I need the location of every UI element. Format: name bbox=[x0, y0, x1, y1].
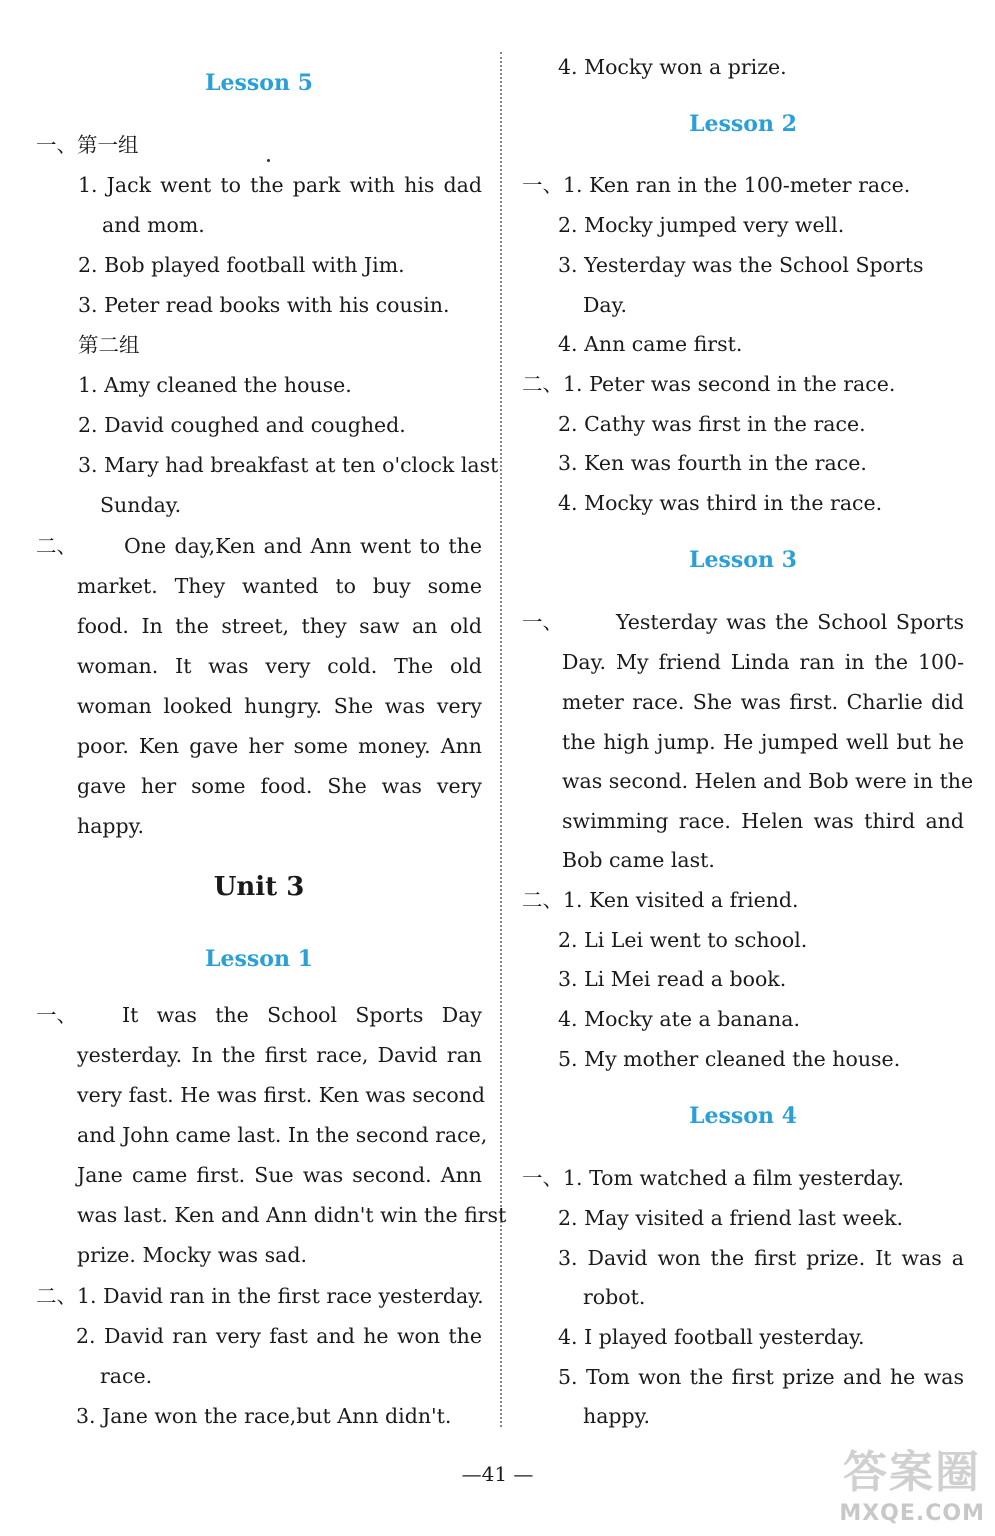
answer-line: 二、1. Ken visited a friend. bbox=[522, 888, 799, 912]
paragraph-line: Yesterday was the School Sports bbox=[616, 610, 964, 634]
lesson-heading: Lesson 5 bbox=[205, 70, 313, 96]
paragraph-line: gave her some food. She was very bbox=[77, 774, 482, 798]
answer-line: 2. David coughed and coughed. bbox=[78, 413, 406, 437]
answer-line: happy. bbox=[583, 1404, 651, 1428]
paragraph-line: poor. Ken gave her some money. Ann bbox=[77, 734, 482, 758]
answer-line: 3. Mary had breakfast at ten o'clock last bbox=[78, 453, 499, 477]
answer-line: 2. Li Lei went to school. bbox=[558, 928, 808, 952]
answer-line: Day. bbox=[583, 293, 628, 317]
paragraph-line: One day,Ken and Ann went to the bbox=[124, 534, 482, 558]
paragraph-line: the high jump. He jumped well but he bbox=[562, 730, 964, 754]
answer-line: robot. bbox=[583, 1285, 646, 1309]
paragraph-line: food. In the street, they saw an old bbox=[77, 614, 482, 638]
paragraph-line: woman. It was very cold. The old bbox=[77, 654, 482, 678]
paragraph-line: happy. bbox=[77, 814, 145, 838]
watermark-url: MXQE.COM bbox=[839, 1501, 985, 1526]
answer-line: 一、1. Ken ran in the 100-meter race. bbox=[522, 173, 911, 197]
answer-line: 5. Tom won the first prize and he was bbox=[558, 1365, 964, 1389]
answer-line: 二、1. Peter was second in the race. bbox=[522, 372, 896, 396]
answer-line: and mom. bbox=[102, 213, 205, 237]
paragraph-line: It was the School Sports Day bbox=[122, 1003, 482, 1027]
stray-dot bbox=[267, 159, 270, 162]
paragraph-line: was last. Ken and Ann didn't win the first bbox=[77, 1203, 507, 1227]
answer-line: 4. Mocky won a prize. bbox=[558, 55, 787, 79]
lesson-heading: Lesson 3 bbox=[689, 547, 797, 573]
section-marker: 一、第一组 bbox=[36, 133, 139, 157]
answer-line: 2. Cathy was first in the race. bbox=[558, 412, 866, 436]
watermark-logo bbox=[807, 1432, 985, 1528]
answer-line: 2. May visited a friend last week. bbox=[558, 1206, 904, 1230]
answer-line: 3. Li Mei read a book. bbox=[558, 967, 787, 991]
paragraph-line: was second. Helen and Bob were in the bbox=[562, 769, 974, 793]
answer-line: 4. Mocky was third in the race. bbox=[558, 491, 883, 515]
paragraph-line: Bob came last. bbox=[562, 848, 715, 872]
paragraph-line: meter race. She was first. Charlie did bbox=[562, 690, 964, 714]
section-marker: 一、 bbox=[522, 610, 563, 634]
answer-line: 5. My mother cleaned the house. bbox=[558, 1047, 901, 1071]
answer-line: 4. Ann came first. bbox=[558, 332, 743, 356]
answer-line: 3. Ken was fourth in the race. bbox=[558, 451, 867, 475]
answer-line: 3. Jane won the race,but Ann didn't. bbox=[76, 1404, 452, 1428]
section-marker: 一、 bbox=[36, 1003, 77, 1027]
group-label: 第二组 bbox=[78, 333, 140, 357]
paragraph-line: prize. Mocky was sad. bbox=[77, 1243, 307, 1267]
unit-heading: Unit 3 bbox=[213, 872, 305, 902]
paragraph-line: and John came last. In the second race, bbox=[77, 1123, 488, 1147]
lesson-heading: Lesson 1 bbox=[205, 946, 313, 972]
paragraph-line: Jane came first. Sue was second. Ann bbox=[77, 1163, 482, 1187]
answer-line: 3. Yesterday was the School Sports bbox=[558, 253, 924, 277]
watermark-cn: 答案圈 bbox=[843, 1447, 981, 1498]
answer-line: 3. David won the first prize. It was a bbox=[558, 1246, 964, 1270]
answer-line: race. bbox=[100, 1364, 153, 1388]
answer-line: 1. Amy cleaned the house. bbox=[78, 373, 352, 397]
answer-line: 2. David ran very fast and he won the bbox=[76, 1324, 482, 1348]
answer-line: 一、1. Tom watched a film yesterday. bbox=[522, 1166, 904, 1190]
answer-line: 2. Mocky jumped very well. bbox=[558, 213, 845, 237]
answer-line: 二、1. David ran in the first race yesterday. bbox=[36, 1284, 484, 1308]
paragraph-line: woman looked hungry. She was very bbox=[77, 694, 482, 718]
answer-line: 4. I played football yesterday. bbox=[558, 1325, 865, 1349]
answer-line: 3. Peter read books with his cousin. bbox=[78, 293, 450, 317]
answer-line: 2. Bob played football with Jim. bbox=[78, 253, 405, 277]
paragraph-line: very fast. He was first. Ken was second bbox=[77, 1083, 486, 1107]
paragraph-line: market. They wanted to buy some bbox=[77, 574, 482, 598]
answer-line: 4. Mocky ate a banana. bbox=[558, 1007, 800, 1031]
lesson-heading: Lesson 2 bbox=[689, 111, 797, 137]
paragraph-line: swimming race. Helen was third and bbox=[562, 809, 964, 833]
answer-line: 1. Jack went to the park with his dad bbox=[78, 173, 482, 197]
section-marker: 二、 bbox=[36, 534, 77, 558]
paragraph-line: Day. My friend Linda ran in the 100- bbox=[562, 650, 964, 674]
paragraph-line: yesterday. In the first race, David ran bbox=[77, 1043, 482, 1067]
page-number: —41 — bbox=[461, 1462, 534, 1486]
lesson-heading: Lesson 4 bbox=[689, 1103, 797, 1129]
answer-line: Sunday. bbox=[100, 493, 182, 517]
